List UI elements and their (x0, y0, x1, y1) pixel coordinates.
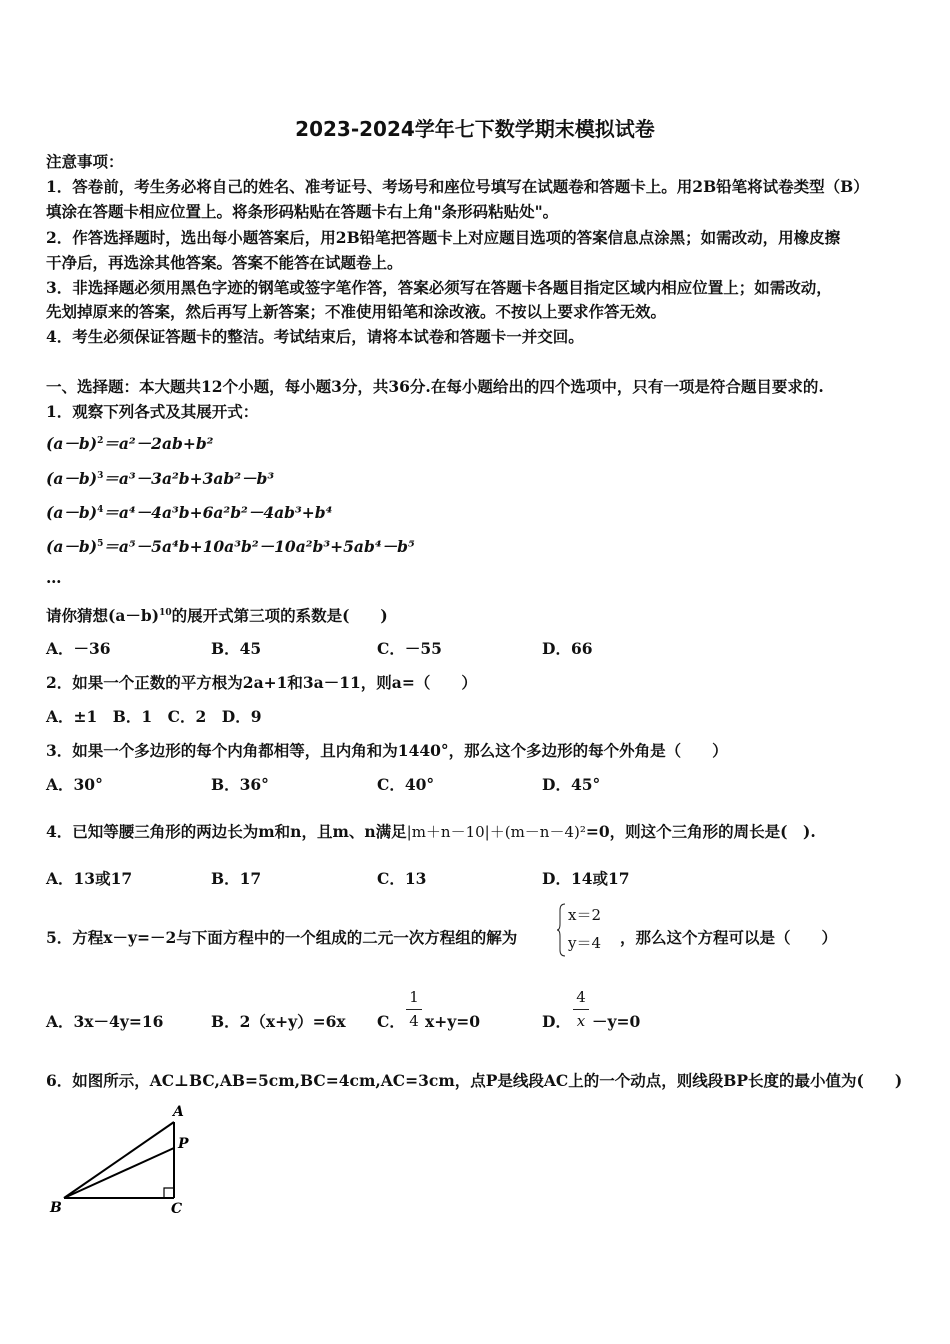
q2-options[interactable]: A．±1 B．1 C．2 D．9 (46, 707, 262, 726)
q5-option-d-denominator: x (576, 1012, 586, 1030)
segment-ab (64, 1122, 174, 1198)
q5-system-eq2: y＝4 (568, 934, 602, 952)
q6-stem: 6．如图所示，AC⊥BC,AB=5cm,BC=4cm,AC=3cm，点P是线段AC上的一个动点，则线段BP长度的最小值为( ) (46, 1071, 903, 1090)
q4-expression: |m＋n－10|＋(m－n－4)² (406, 823, 586, 841)
q5-option-c-label[interactable]: C． (377, 1012, 405, 1031)
q5-option-c-text[interactable]: x+y=0 (425, 1012, 481, 1031)
right-angle-mark (164, 1188, 174, 1198)
q5-stem-a: 5．方程x－y=－2与下面方程中的一个组成的二元一次方程组的解为 (46, 928, 518, 947)
label-c: C (171, 1201, 183, 1217)
q5-stem-b: ，那么这个方程可以是（ ） (620, 928, 838, 947)
q5-option-c-denominator: 4 (409, 1012, 419, 1030)
q5-option-d-text[interactable]: －y=0 (592, 1012, 641, 1031)
notice-1b: 填涂在答题卡相应位置上。将条形码粘贴在答题卡右上角"条形码粘贴处"。 (46, 202, 559, 221)
q5-option-c-numerator: 1 (409, 988, 419, 1006)
notice-4: 4．考生必须保证答题卡的整洁。考试结束后，请将本试卷和答题卡一并交回。 (46, 327, 584, 346)
q5-system-brace (557, 902, 567, 958)
q1-expansion-1: $(a-b)^2=a^2-2ab+b^2$ (46, 434, 214, 453)
q5-option-a[interactable]: A．3x－4y=16 (46, 1012, 164, 1031)
q6-triangle-figure (44, 1100, 204, 1218)
q5-option-c-fraction-bar (406, 1009, 422, 1010)
page-title: 2023-2024学年七下数学期末模拟试卷 (295, 117, 655, 141)
q3-option-b[interactable]: B．36° (211, 775, 269, 794)
q1-expansion-4: $(a-b)^5=a^5-5a^4b+10a^3b^2-10a^2b^3+5ab^4-b^5$ (46, 537, 415, 556)
q1-expansion-2: $(a-b)^3=a^3-3a^2b+3ab^2-b^3$ (46, 469, 275, 488)
q5-option-d-label[interactable]: D． (542, 1012, 571, 1031)
q1-expansion-3: $(a-b)^4=a^4-4a^3b+6a^2b^2-4ab^3+b^4$ (46, 503, 333, 522)
notice-1a: 1．答卷前，考生务必将自己的姓名、准考证号、考场号和座位号填写在试题卷和答题卡上。用2B铅笔将试卷类型（B） (46, 177, 869, 196)
q4-option-a[interactable]: A．13或17 (46, 869, 133, 888)
q1-option-a[interactable]: A．－36 (46, 639, 111, 658)
q5-option-b[interactable]: B．2（x+y）=6x (211, 1012, 346, 1031)
q4-option-b[interactable]: B．17 (211, 869, 262, 888)
notice-2b: 干净后，再选涂其他答案。答案不能答在试题卷上。 (46, 253, 403, 272)
q1-question: 请你猜想$(a-b)^{10}$的展开式第三项的系数是( ) (46, 606, 388, 625)
notice-heading: 注意事项： (46, 152, 124, 171)
section-heading: 一、选择题：本大题共12个小题，每小题3分，共36分.在每小题给出的四个选项中，只有一项是符合题目要求的. (46, 377, 824, 396)
q2-stem: 2．如果一个正数的平方根为2a+1和3a－11，则a=（ ） (46, 673, 477, 692)
q3-option-c[interactable]: C．40° (377, 775, 435, 794)
q5-option-d-numerator: 4 (576, 988, 586, 1006)
q4-option-d[interactable]: D．14或17 (542, 869, 630, 888)
notice-3b: 先划掉原来的答案，然后再写上新答案；不准使用铅笔和涂改液。不按以上要求作答无效。 (46, 302, 667, 321)
q1-option-b[interactable]: B．45 (211, 639, 262, 658)
q4-stem: 4．已知等腰三角形的两边长为m和n，且m、n满足|m＋n－10|＋(m－n－4)²=0，则这个三角形的周长是( ). (46, 822, 816, 841)
label-b: B (50, 1200, 62, 1216)
q5-system-eq1: x＝2 (568, 906, 602, 924)
notice-2a: 2．作答选择题时，选出每小题答案后，用2B铅笔把答题卡上对应题目选项的答案信息点涂黑；如需改动，用橡皮擦 (46, 228, 841, 247)
q3-option-a[interactable]: A．30° (46, 775, 103, 794)
label-p: P (178, 1136, 189, 1152)
q1-option-c[interactable]: C．－55 (377, 639, 442, 658)
q3-option-d[interactable]: D．45° (542, 775, 601, 794)
segment-bp (64, 1148, 174, 1198)
q1-ellipsis: … (46, 568, 62, 587)
q3-stem: 3．如果一个多边形的每个内角都相等，且内角和为1440°，那么这个多边形的每个外角是（ ） (46, 741, 728, 760)
notice-3a: 3．非选择题必须用黑色字迹的钢笔或签字笔作答，答案必须写在答题卡各题目指定区域内相应位置上；如需改动， (46, 278, 832, 297)
q5-option-d-fraction-bar (573, 1009, 589, 1010)
q1-option-d[interactable]: D．66 (542, 639, 593, 658)
q4-option-c[interactable]: C．13 (377, 869, 427, 888)
q1-stem: 1．观察下列各式及其展开式： (46, 402, 259, 421)
label-a: A (173, 1104, 184, 1120)
